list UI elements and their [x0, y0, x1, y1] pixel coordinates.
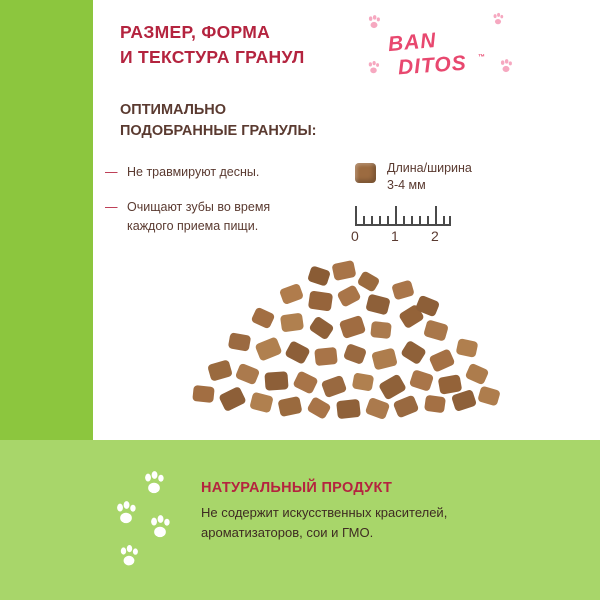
ruler-tick-minor: [403, 216, 405, 226]
kibble-piece: [306, 396, 331, 420]
ruler-number-labels: [351, 228, 465, 248]
paw-print-icon: [491, 12, 505, 26]
ruler-tick-major: [395, 206, 397, 226]
kibble-piece: [228, 332, 251, 351]
kibble-piece: [409, 369, 434, 392]
paw-print-icon: [141, 470, 167, 496]
ruler-tick-minor: [371, 216, 373, 226]
kibble-piece: [352, 372, 374, 391]
kibble-piece: [280, 313, 304, 333]
ruler-number: 1: [391, 228, 399, 244]
subtitle-line-1: ОПТИМАЛЬНО: [120, 102, 227, 118]
kibble-piece: [254, 336, 282, 361]
kibble-piece: [371, 347, 398, 370]
ruler-tick-minor: [411, 216, 413, 226]
kibble-sample-icon: [355, 163, 376, 183]
kibble-piece: [336, 284, 361, 308]
list-item: [105, 163, 375, 182]
paw-print-icon: [147, 514, 173, 540]
ruler-tick-minor: [363, 216, 365, 226]
paw-decoration-group: [111, 470, 201, 570]
ruler-tick-major: [355, 206, 357, 226]
ruler-tick-minor: [443, 216, 445, 226]
ruler-tick-major: [435, 206, 437, 226]
kibble-piece: [314, 347, 338, 366]
kibble-piece: [477, 386, 501, 407]
kibble-piece: [424, 395, 446, 414]
ruler-tick-minor: [449, 216, 451, 226]
kibble-piece: [400, 340, 427, 366]
ruler-tick-minor: [387, 216, 389, 226]
kibble-piece: [365, 397, 391, 420]
paw-print-icon: [366, 14, 382, 30]
kibble-piece: [339, 315, 366, 339]
paw-print-icon: [498, 58, 514, 74]
logo-trademark: ™: [478, 54, 485, 61]
kibble-piece: [308, 290, 333, 311]
dimension-label-line-2: 3-4 мм: [387, 178, 426, 192]
page-title: [120, 20, 380, 70]
natural-product-text: [201, 503, 531, 543]
kibble-piece: [336, 399, 361, 419]
ruler-graphic: [355, 204, 451, 226]
bullet-dash: —: [105, 165, 118, 179]
kibble-piece: [307, 265, 331, 286]
kibble-pile-image: [153, 262, 553, 430]
kibble-piece: [207, 359, 233, 381]
paw-print-icon: [117, 544, 141, 568]
bottom-panel-inner: [93, 440, 600, 600]
ruler-number: 2: [431, 228, 439, 244]
kibble-piece: [357, 270, 381, 292]
kibble-piece: [465, 363, 490, 386]
subtitle-line-2: ПОДОБРАННЫЕ ГРАНУЛЫ:: [120, 123, 317, 139]
kibble-piece: [192, 385, 215, 403]
dimension-label-line-1: Длина/ширина: [387, 161, 472, 175]
paw-print-icon: [366, 60, 381, 75]
page-title-line-1: РАЗМЕР, ФОРМА: [120, 22, 271, 42]
kibble-piece: [393, 394, 420, 418]
kibble-piece: [365, 294, 390, 316]
brand-logo: [358, 10, 533, 90]
list-item-line-1: Очищают зубы во время: [127, 200, 271, 214]
kibble-piece: [292, 370, 318, 394]
kibble-piece: [456, 338, 479, 358]
kibble-piece: [428, 348, 455, 372]
kibble-piece: [438, 374, 463, 395]
kibble-piece: [331, 260, 356, 281]
natural-product-text-line-2: ароматизаторов, сои и ГМО.: [201, 525, 374, 540]
list-item-line-2: каждого приема пищи.: [127, 219, 259, 233]
ruler-tick-minor: [379, 216, 381, 226]
bottom-green-panel: [0, 440, 600, 600]
kibble-piece: [284, 340, 311, 365]
page-title-line-2: И ТЕКСТУРА ГРАНУЛ: [120, 47, 305, 67]
kibble-piece: [343, 343, 367, 365]
kibble-piece: [279, 283, 304, 305]
kibble-piece: [378, 373, 407, 400]
ruler-number: 0: [351, 228, 359, 244]
kibble-piece: [370, 321, 392, 339]
paw-print-icon: [113, 500, 139, 526]
ruler-tick-minor: [427, 216, 429, 226]
benefit-list: [105, 163, 375, 252]
list-item-line-1: Не травмируют десны.: [127, 165, 260, 179]
kibble-piece: [249, 392, 273, 414]
kibble-piece: [308, 315, 334, 340]
kibble-piece: [423, 319, 449, 341]
ruler-tick-minor: [419, 216, 421, 226]
kibble-piece: [321, 375, 347, 398]
logo-text-line-1: BAN: [387, 28, 438, 57]
bullet-dash: —: [105, 200, 118, 214]
kibble-piece: [218, 386, 247, 412]
kibble-piece: [235, 363, 260, 386]
kibble-piece: [251, 307, 276, 330]
kibble-piece: [451, 389, 477, 412]
list-item: [105, 198, 375, 236]
kibble-piece: [264, 371, 288, 391]
kibble-piece: [277, 396, 302, 417]
kibble-piece: [391, 280, 415, 301]
natural-product-title: НАТУРАЛЬНЫЙ ПРОДУКТ: [201, 480, 393, 496]
logo-text-line-2: DITOS: [397, 51, 468, 80]
natural-product-text-line-1: Не содержит искусственных красителей,: [201, 505, 448, 520]
dimension-label: [387, 160, 472, 194]
section-subtitle: [120, 100, 420, 142]
